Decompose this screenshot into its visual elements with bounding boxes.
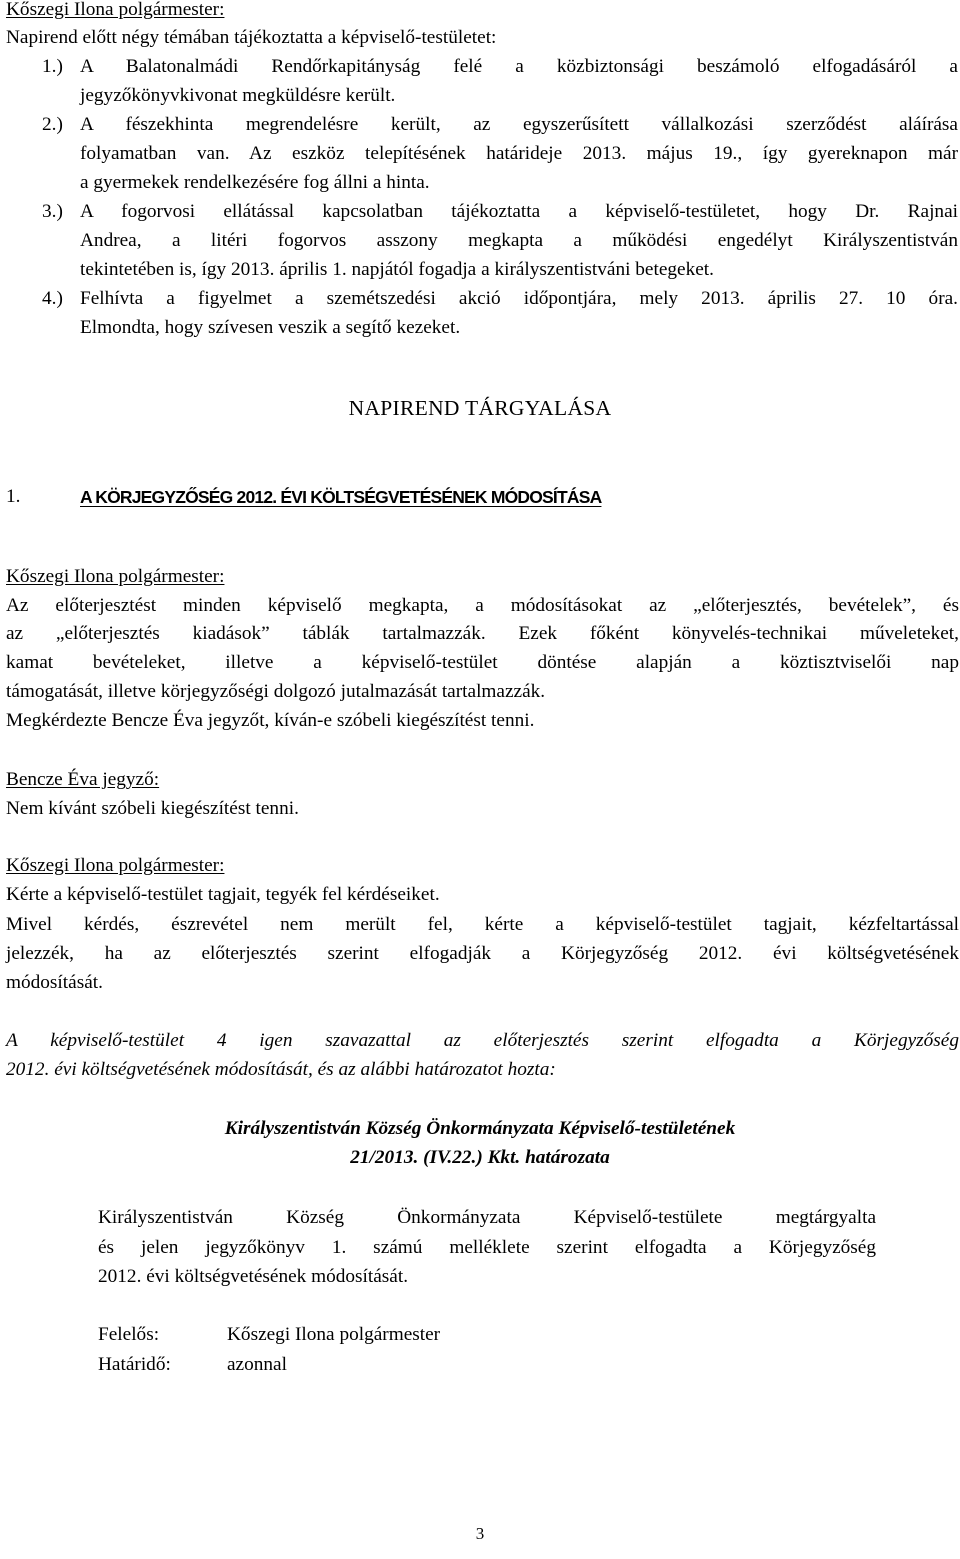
intro-lead: Napirend előtt négy témában tájékoztatta a képviselő-testületet: (6, 27, 497, 48)
paragraph-line: Megkérdezte Bencze Éva jegyzőt, kíván-e szóbeli kiegészítést tenni. (6, 710, 535, 731)
section-number: 1. (6, 486, 21, 507)
paragraph-line: Nem kívánt szóbeli kiegészítést tenni. (6, 798, 299, 819)
speaker-label: Kőszegi Ilona polgármester: (6, 0, 225, 20)
paragraph-line: Mivel kérdés, észrevétel nem merült fel, kérte a képviselő-testület tagjait, kézfeltartással (6, 914, 959, 935)
section-title: A KÖRJEGYZŐSÉG 2012. ÉVI KÖLTSÉGVETÉSÉNEK MÓDOSÍTÁSA (80, 487, 602, 507)
list-item-text: a gyermekek rendelkezésére fog állni a hinta. (80, 172, 430, 193)
list-item-text: A Balatonalmádi Rendőrkapitányság felé a közbiztonsági beszámoló elfogadásáról a (80, 56, 958, 77)
paragraph-line: az „előterjesztés kiadások” táblák tartalmazzák. Ezek főként könyvelés-technikai műveleteket, (6, 623, 959, 644)
deadline-value: azonnal (227, 1354, 287, 1375)
speaker-label: Bencze Éva jegyző: (6, 769, 160, 790)
list-item-text: folyamatban van. Az eszköz telepítésének határideje 2013. május 19., így gyereknapon már (80, 143, 958, 164)
speaker-label: Kőszegi Ilona polgármester: (6, 855, 225, 876)
list-item-text: A fogorvosi ellátással kapcsolatban tájékoztatta a képviselő-testületet, hogy Dr. Rajnai (80, 201, 958, 222)
list-item-number: 1.) (42, 56, 63, 77)
list-item-number: 4.) (42, 288, 63, 309)
agenda-heading: NAPIREND TÁRGYALÁSA (348, 396, 612, 420)
responsible-value: Kőszegi Ilona polgármester (227, 1324, 441, 1345)
page-number: 3 (475, 1524, 485, 1543)
responsible-label: Felelős: (98, 1324, 160, 1345)
list-item-number: 2.) (42, 114, 63, 135)
paragraph-line: jelezzék, ha az előterjesztés szerint elfogadják a Körjegyzőség 2012. évi költségvetésének (6, 943, 959, 964)
list-item-text: Elmondta, hogy szívesen veszik a segítő kezeket. (80, 317, 461, 338)
resolution-body: Királyszentistván Község Önkormányzata Képviselő-testülete megtárgyalta (98, 1207, 876, 1228)
resolution-body: és jelen jegyzőkönyv 1. számú melléklete szerint elfogadta a Körjegyzőség (98, 1237, 876, 1258)
paragraph-line: Az előterjesztést minden képviselő megkapta, a módosításokat az „előterjesztés, bevételek”, és (6, 595, 959, 616)
vote-statement: 2012. évi költségvetésének módosítását, és az alábbi határozatot hozta: (6, 1059, 556, 1080)
paragraph-line: módosítását. (6, 972, 103, 993)
list-item-text: Andrea, a litéri fogorvos asszony megkapta a működési engedélyt Királyszentistván (80, 230, 958, 251)
paragraph-line: támogatását, illetve körjegyzőségi dolgozó jutalmazását tartalmazzák. (6, 681, 546, 702)
paragraph-line: Kérte a képviselő-testület tagjait, tegyék fel kérdéseiket. (6, 884, 440, 905)
list-item-number: 3.) (42, 201, 63, 222)
deadline-label: Határidő: (98, 1354, 171, 1375)
list-item-text: tekintetében is, így 2013. április 1. napjától fogadja a királyszentistváni betegeket. (80, 259, 714, 280)
resolution-number: 21/2013. (IV.22.) Kkt. határozata (350, 1147, 610, 1168)
list-item-text: A fészekhinta megrendelésre került, az egyszerűsített vállalkozási szerződést aláírása (80, 114, 958, 135)
vote-statement: A képviselő-testület 4 igen szavazattal az előterjesztés szerint elfogadta a Körjegyzőség (6, 1030, 959, 1051)
paragraph-line: kamat bevételeket, illetve a képviselő-testület döntése alapján a köztisztviselői nap (6, 652, 959, 673)
list-item-text: Felhívta a figyelmet a szemétszedési akció időpontjára, mely 2013. április 27. 10 óra. (80, 288, 958, 309)
resolution-body: 2012. évi költségvetésének módosítását. (98, 1266, 409, 1287)
speaker-label: Kőszegi Ilona polgármester: (6, 566, 225, 587)
resolution-title: Királyszentistván Község Önkormányzata Képviselő-testületének (224, 1118, 736, 1139)
list-item-text: jegyzőkönyvkivonat megküldésre került. (80, 85, 396, 106)
